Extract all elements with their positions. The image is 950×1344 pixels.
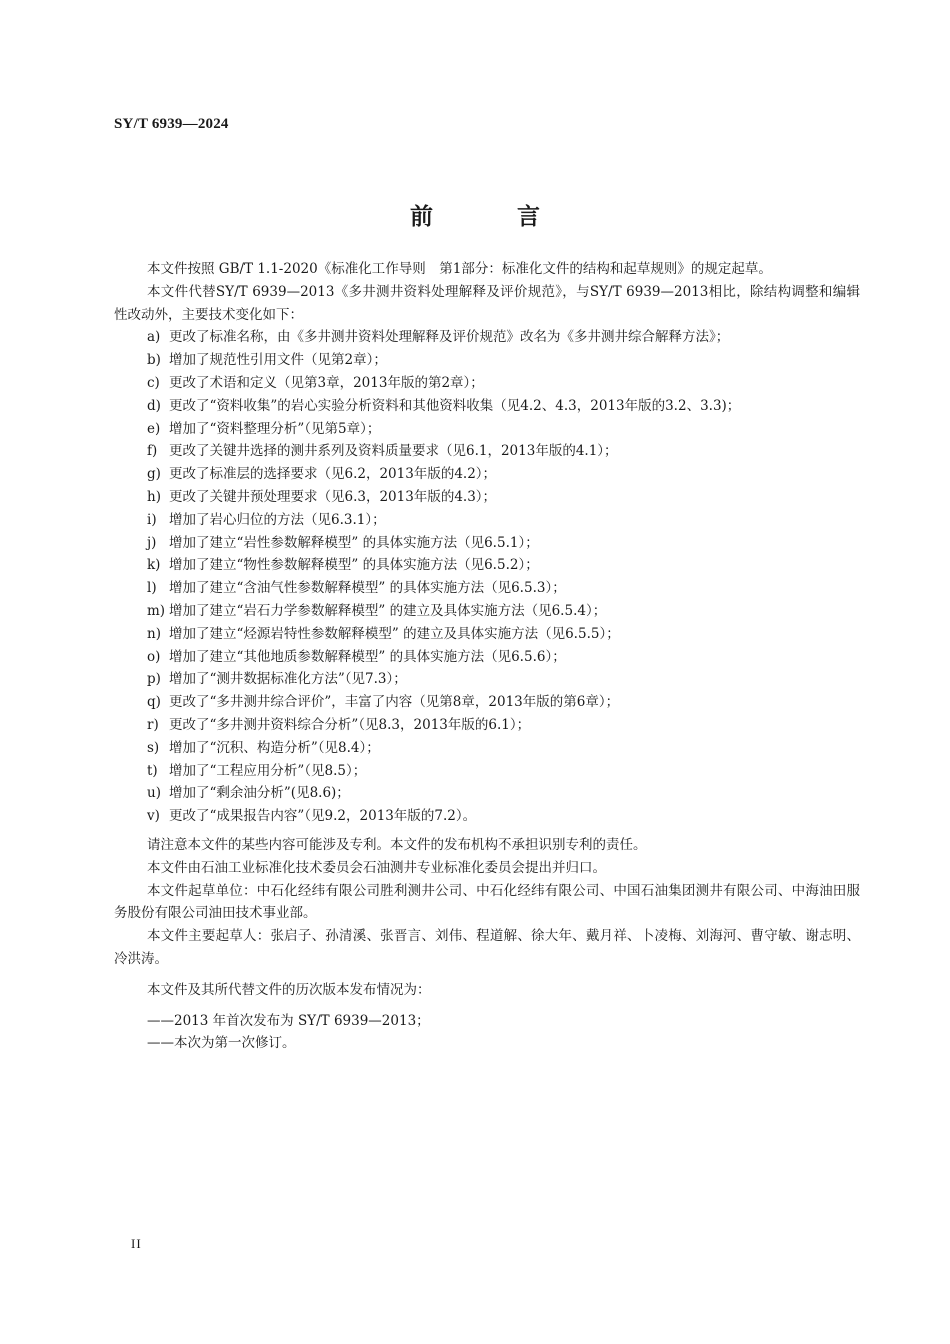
list-item	[114, 463, 860, 486]
list-item	[114, 691, 860, 714]
list-item	[114, 782, 860, 805]
list-item	[114, 760, 860, 783]
list-item-text: 更改了关键井选择的测井系列及资料质量要求（见6.1，2013年版的4.1）；	[169, 443, 618, 460]
list-item	[114, 509, 860, 532]
list-marker: a)	[147, 329, 161, 346]
list-item	[114, 714, 860, 737]
list-marker: d)	[147, 397, 161, 414]
list-item-text: 增加了建立“其他地质参数解释模型” 的具体实施方法（见6.5.6）；	[169, 648, 566, 665]
list-marker: j)	[147, 534, 157, 551]
list-item	[114, 440, 860, 463]
patent-notice: 请注意本文件的某些内容可能涉及专利。本文件的发布机构不承担识别专利的责任。	[147, 836, 647, 853]
drafting-units-paragraph: 本文件起草单位：中石化经纬有限公司胜利测井公司、中石化经纬有限公司、中国石油集团测井有限公司、中海油田服务股份有限公司油田技术事业部。	[114, 882, 860, 922]
list-marker: t)	[147, 762, 158, 779]
list-marker: u)	[147, 785, 161, 802]
list-item-text: 增加了规范性引用文件（见第2章）；	[169, 352, 387, 369]
list-marker: g)	[147, 466, 161, 483]
list-marker: b)	[147, 352, 161, 369]
list-marker: s)	[147, 739, 160, 756]
list-item	[114, 668, 860, 691]
list-item-text: 更改了“资料收集”的岩心实验分析资料和其他资料收集（见4.2、4.3，2013年版的3.2、3.3)；	[169, 397, 741, 414]
list-item-text: 更改了“多井测井资料综合分析”（见8.3，2013年版的6.1）；	[169, 716, 531, 733]
list-item	[114, 349, 860, 372]
list-marker: r)	[147, 716, 159, 733]
list-marker: v)	[147, 808, 160, 825]
list-item-text: 增加了“沉积、构造分析”（见8.4）；	[169, 739, 380, 756]
basis-paragraph: 本文件按照 GB/T 1.1-2020《标准化工作导则 第1部分：标准化文件的结构和起草规则》的规定起草。	[147, 261, 772, 277]
list-item-text: 增加了建立“岩性参数解释模型” 的具体实施方法（见6.5.1）；	[169, 534, 539, 551]
page-title: 前 言	[409, 204, 578, 230]
list-marker: l)	[147, 580, 157, 597]
list-item-text: 增加了岩心归位的方法（见6.3.1）；	[169, 511, 386, 528]
list-item	[114, 395, 860, 418]
list-item	[114, 805, 860, 828]
list-marker: q)	[147, 694, 161, 711]
list-item-text: 更改了标准名称，由《多井测井资料处理解释及评价规范》改名为《多井测井综合解释方法》；	[169, 329, 730, 346]
foreword-body	[114, 258, 860, 1055]
list-item	[114, 577, 860, 600]
list-item	[114, 737, 860, 760]
list-marker: f)	[147, 443, 158, 460]
list-item	[114, 646, 860, 669]
list-item-text: 增加了“测井数据标准化方法”（见7.3）；	[169, 671, 407, 688]
list-marker: c)	[147, 374, 160, 391]
list-item-text: 更改了标准层的选择要求（见6.2，2013年版的4.2）；	[169, 466, 497, 483]
list-item	[114, 372, 860, 395]
list-marker: n)	[147, 625, 161, 642]
replacement-paragraph: 本文件代替SY/T 6939—2013《多井测井资料处理解释及评价规范》，与SY/T 6939—2013相比，除结构调整和编辑性改动外，主要技术变化如下：	[114, 283, 860, 323]
list-item-text: 更改了“成果报告内容”（见9.2，2013年版的7.2）。	[169, 808, 477, 825]
list-item-text: 增加了建立“烃源岩特性参数解释模型” 的建立及具体实施方法（见6.5.5）；	[169, 625, 620, 642]
list-item-text: 增加了建立“岩石力学参数解释模型” 的建立及具体实施方法（见6.5.4）；	[169, 602, 607, 619]
list-item-text: 增加了“剩余油分析”(见8.6)；	[169, 785, 350, 802]
changes-list	[114, 326, 860, 828]
list-item-text: 增加了建立“物性参数解释模型” 的具体实施方法（见6.5.2）；	[169, 557, 539, 574]
drafters-paragraph: 本文件主要起草人：张启子、孙清溪、张晋言、刘伟、程道解、徐大年、戴月祥、卜凌梅、刘海河、曹守敏、谢志明、冷洪涛。	[114, 928, 860, 967]
proposer-paragraph: 本文件由石油工业标准化技术委员会石油测井专业标准化委员会提出并归口。	[147, 859, 606, 876]
list-item-text: 增加了建立“含油气性参数解释模型” 的具体实施方法（见6.5.3）；	[169, 580, 566, 597]
list-item	[114, 554, 860, 577]
list-marker: o)	[147, 648, 161, 665]
list-item	[114, 418, 860, 441]
list-marker: m)	[147, 602, 166, 619]
list-item	[114, 326, 860, 349]
list-item	[114, 623, 860, 646]
list-item-text: 增加了“工程应用分析”（见8.5）；	[169, 762, 367, 779]
history-intro: 本文件及其所代替文件的历次版本发布情况为：	[147, 981, 431, 998]
list-item-text: 增加了“资料整理分析”（见第5章）；	[169, 420, 381, 437]
list-item-text: 更改了术语和定义（见第3章，2013年版的第2章）；	[169, 374, 484, 391]
list-item	[114, 532, 860, 555]
list-marker: h)	[147, 488, 161, 505]
history-item: ——2013 年首次发布为 SY/T 6939—2013；	[147, 1012, 430, 1029]
history-item: ——本次为第一次修订。	[147, 1035, 296, 1052]
list-item-text: 更改了“多井测井综合评价”，丰富了内容（见第8章，2013年版的第6章）；	[169, 694, 620, 711]
list-marker: p)	[147, 671, 161, 688]
list-marker: k)	[147, 557, 161, 574]
list-marker: i)	[147, 511, 157, 528]
list-item-text: 更改了关键井预处理要求（见6.3，2013年版的4.3）；	[169, 488, 497, 505]
list-item	[114, 600, 860, 623]
page-number: II	[131, 1236, 142, 1251]
list-marker: e)	[147, 420, 161, 437]
list-item	[114, 486, 860, 509]
document-code: SY/T 6939—2024	[114, 116, 229, 132]
